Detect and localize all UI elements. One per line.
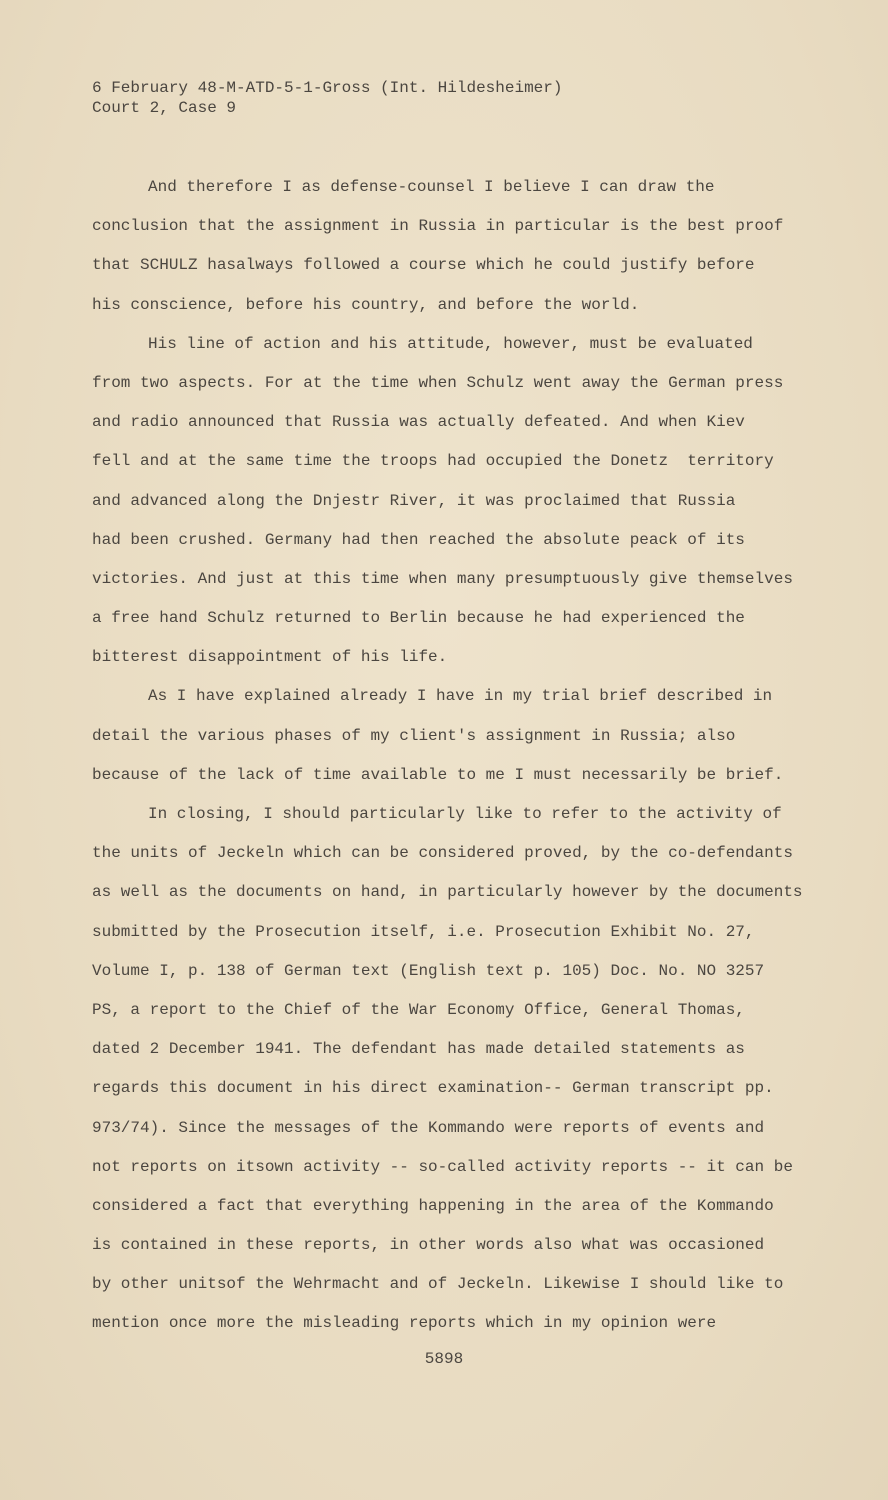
text-line: as well as the documents on hand, in particularly however by the documents [92,883,803,902]
text-line: is contained in these reports, in other words also what was occasioned [92,1236,765,1255]
paragraph [92,174,832,331]
paragraph [92,683,832,801]
text-line: PS, a report to the Chief of the War Economy Office, General Thomas, [92,1000,745,1019]
text-line: In closing, I should particularly like to refer to the activity of [148,805,782,823]
text-line: As I have explained already I have in my trial brief described in [148,687,773,706]
text-line: considered a fact that everything happening in the area of the Kommando [92,1196,774,1215]
header-line-2: Court 2, Case 9 [92,99,237,117]
text-line: from two aspects. For at the time when Schulz went away the German press [92,373,784,392]
text-line: conclusion that the assignment in Russia in particular is the best proof [92,217,784,236]
paragraph [92,801,832,1350]
text-line: a free hand Schulz returned to Berlin because he had experienced the [92,609,745,628]
text-line: his conscience, before his country, and before the world. [92,295,640,314]
text-line: dated 2 December 1941. The defendant has made detailed statements as [92,1040,745,1059]
text-line: Volume I, p. 138 of German text (English text p. 105) Doc. No. NO 3257 [92,961,765,980]
document-body [92,174,832,1350]
text-line: mention once more the misleading reports which in my opinion were [92,1314,717,1333]
text-line: submitted by the Prosecution itself, i.e. Prosecution Exhibit No. 27, [92,922,755,941]
header-line-1: 6 February 48-M-ATD-5-1-Gross (Int. Hildesheimer) [92,79,563,97]
text-line: that SCHULZ hasalways followed a course which he could justify before [92,256,755,275]
text-line: victories. And just at this time when many presumptuously give themselves [92,569,793,588]
text-line: 973/74). Since the messages of the Kommando were reports of events and [92,1118,765,1137]
text-line: detail the various phases of my client's assignment in Russia; also [92,726,736,745]
text-line: by other unitsof the Wehrmacht and of Jeckeln. Likewise I should like to [92,1275,784,1294]
text-line: bitterest disappointment of his life. [92,648,448,667]
text-line: and radio announced that Russia was actually defeated. And when Kiev [92,413,745,432]
text-line: fell and at the same time the troops had occupied the Donetz territory [92,452,774,471]
text-line: because of the lack of time available to me I must necessarily be brief. [92,765,784,784]
text-line: His line of action and his attitude, however, must be evaluated [148,334,753,353]
text-line: And therefore I as defense-counsel I believe I can draw the [148,178,715,196]
page-number: 5898 [424,1350,464,1368]
paragraph [92,331,832,684]
text-line: regards this document in his direct examination-- German transcript pp. [92,1079,774,1098]
document-header [92,78,562,118]
text-line: and advanced along the Dnjestr River, it was proclaimed that Russia [92,491,736,510]
text-line: not reports on itsown activity -- so-called activity reports -- it can be [92,1157,793,1176]
text-line: the units of Jeckeln which can be considered proved, by the co-defendants [92,844,793,863]
text-line: had been crushed. Germany had then reached the absolute peack of its [92,530,745,549]
